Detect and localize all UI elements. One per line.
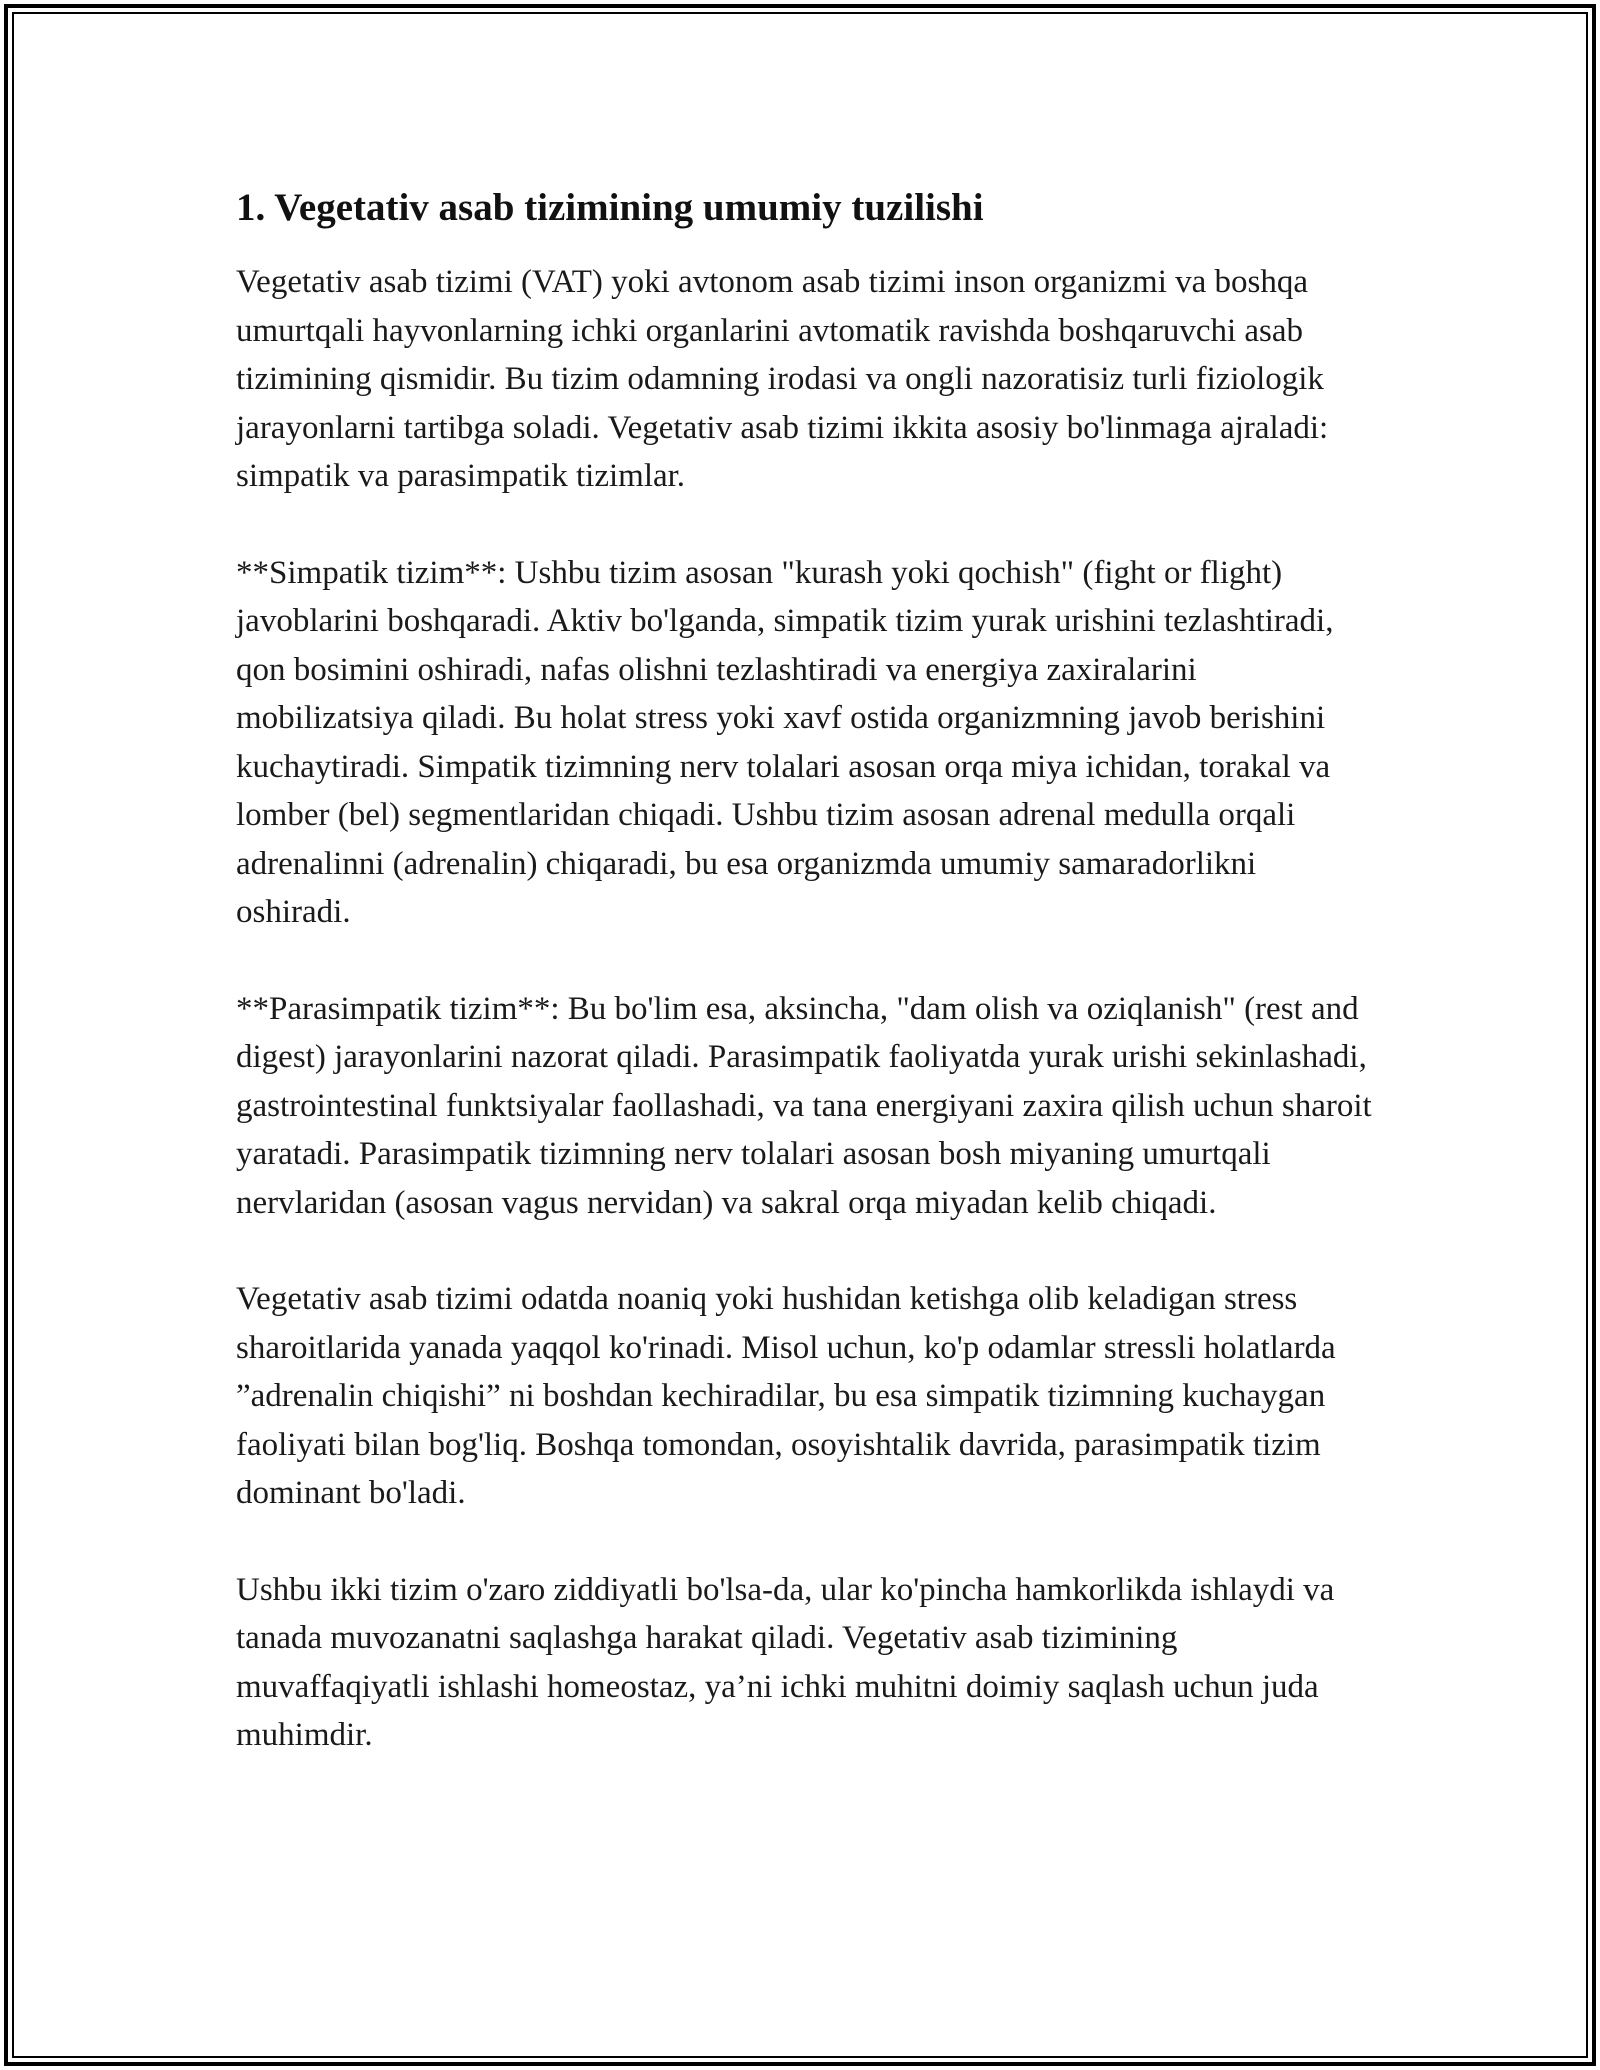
- document-body: [236, 184, 1376, 1808]
- paragraph-stress: Vegetativ asab tizimi odatda noaniq yoki hushidan ketishga olib keladigan stress sharoitlarida yanada yaqqol ko'rinadi. Misol uchun, ko'p odamlar stressli holatlarda ”adrenalin chiqishi” ni boshdan kechiradilar, bu esa simpatik tizimning kuchaygan faoliyati bilan bog'liq. Boshqa tomondan, osoyishtalik davrida, parasimpatik tizim dominant bo'ladi.: [236, 1281, 1336, 1511]
- paragraph-conclusion: Ushbu ikki tizim o'zaro ziddiyatli bo'lsa-da, ular ko'pincha hamkorlikda ishlaydi va tanada muvozanatni saqlashga harakat qiladi. Vegetativ asab tizimining muvaffaqiyatli ishlashi homeostaz, ya’ni ichki muhitni doimiy saqlash uchun juda muhimdir.: [236, 1571, 1335, 1753]
- paragraph-sympathetic: **Simpatik tizim**: Ushbu tizim asosan "kurash yoki qochish" (fight or flight) javoblarini boshqaradi. Aktiv bo'lganda, simpatik tizim yurak urishini tezlashtiradi, qon bosimini oshiradi, nafas olishni tezlashtiradi va energiya zaxiralarini mobilizatsiya qiladi. Bu holat stress yoki xavf ostida organizmning javob berishini kuchaytiradi. Simpatik tizimning nerv tolalari asosan orqa miya ichidan, torakal va lomber (bel) segmentlaridan chiqadi. Ushbu tizim asosan adrenal medulla orqali adrenalinni (adrenalin) chiqaradi, bu esa organizmda umumiy samaradorlikni oshiradi.: [236, 554, 1334, 930]
- paragraph-intro: Vegetativ asab tizimi (VAT) yoki avtonom asab tizimi inson organizmi va boshqa umurtqali hayvonlarning ichki organlarini avtomatik ravishda boshqaruvchi asab tizimining qismidir. Bu tizim odamning irodasi va ongli nazoratisiz turli fiziologik jarayonlarni tartibga soladi. Vegetativ asab tizimi ikkita asosiy bo'linmaga ajraladi: simpatik va parasimpatik tizimlar.: [236, 264, 1329, 494]
- paragraph-parasympathetic: **Parasimpatik tizim**: Bu bo'lim esa, aksincha, "dam olish va oziqlanish" (rest and digest) jarayonlarini nazorat qiladi. Parasimpatik faoliyatda yurak urishi sekinlashadi, gastrointestinal funktsiyalar faollashadi, va tana energiyani zaxira qilish uchun sharoit yaratadi. Parasimpatik tizimning nerv tolalari asosan bosh miyaning umurtqali nervlaridan (asosan vagus nervidan) va sakral orqa miyadan kelib chiqadi.: [236, 990, 1372, 1221]
- section-heading: 1. Vegetativ asab tizimining umumiy tuzilishi: [236, 186, 984, 229]
